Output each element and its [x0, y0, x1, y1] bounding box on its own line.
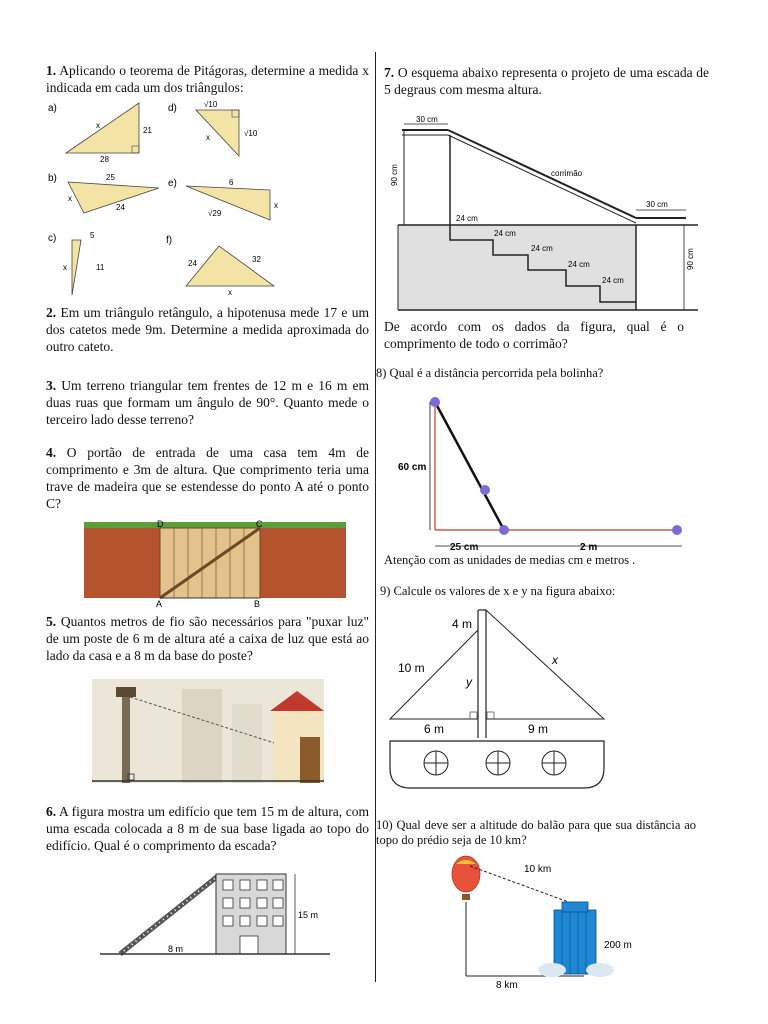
label-a: a): [48, 103, 57, 114]
question-1: [46, 62, 369, 96]
question-6: [46, 803, 369, 854]
svg-text:9 m: 9 m: [528, 722, 549, 736]
question-9: 9) Calcule os valores de x e y na figura abaixo:: [380, 584, 616, 598]
svg-text:√10: √10: [204, 100, 218, 109]
staircase-figure: [388, 110, 700, 320]
triangle-a: [48, 103, 152, 164]
svg-text:24 cm: 24 cm: [531, 244, 553, 253]
sailboat-figure: [388, 608, 608, 798]
svg-text:x: x: [274, 201, 278, 210]
triangle-e: [168, 178, 278, 220]
svg-text:4 m: 4 m: [452, 617, 473, 631]
svg-text:60 cm: 60 cm: [398, 462, 427, 473]
gate-figure: [84, 516, 346, 608]
triangle-f: [166, 235, 274, 297]
question-8: 8) Qual é a distância percorrida pela bolinha?: [376, 366, 604, 380]
svg-text:30 cm: 30 cm: [416, 115, 438, 124]
question-text: O portão de entrada de uma casa tem 4m de comprimento e 3m de altura. Que comprimento teria uma trave de madeira que se estendesse do ponto A até o ponto C?: [46, 445, 369, 511]
svg-text:200 m: 200 m: [604, 940, 632, 951]
svg-text:x: x: [552, 653, 558, 667]
svg-text:2 m: 2 m: [580, 542, 598, 553]
triangle-d: [168, 100, 258, 156]
ball-path-figure: [392, 392, 692, 552]
svg-text:15 m: 15 m: [298, 910, 319, 920]
question-number: 1.: [46, 63, 57, 78]
building-ladder-figure: [100, 868, 330, 960]
svg-text:24: 24: [116, 203, 125, 212]
svg-text:x: x: [206, 133, 210, 142]
svg-text:x: x: [228, 288, 232, 297]
question-text: Em um triângulo retângulo, a hipotenusa mede 17 e um dos catetos mede 9m. Determine a medida aproximada do outro cateto.: [46, 305, 370, 354]
question-text: Quantos metros de fio são necessários para "puxar luz" de um poste de 6 m de altura até a caixa de luz que está ao lado da casa e a 8 m da base do poste?: [46, 614, 369, 663]
svg-text:11: 11: [96, 263, 105, 272]
question-7: [384, 64, 709, 98]
svg-text:25 cm: 25 cm: [450, 542, 479, 553]
question-7-prompt: De acordo com os dados da figura, qual é o comprimento de todo o corrimão?: [384, 319, 684, 351]
question-number: 5.: [46, 614, 57, 629]
svg-text:x: x: [96, 121, 100, 130]
triangle-c: [48, 231, 105, 295]
question-4: [46, 444, 369, 512]
label-d: d): [168, 103, 177, 114]
svg-text:8 m: 8 m: [168, 944, 184, 954]
balloon-building-figure: [444, 852, 632, 992]
svg-text:28: 28: [100, 155, 109, 164]
svg-text:24 cm: 24 cm: [602, 276, 624, 285]
question-number: 3.: [46, 378, 57, 393]
question-8-note: Atenção com as unidades de medias cm e metros .: [384, 553, 636, 567]
svg-text:6: 6: [229, 178, 234, 187]
svg-text:24 cm: 24 cm: [456, 214, 478, 223]
svg-text:90 cm: 90 cm: [686, 248, 695, 270]
question-text: Um terreno triangular tem frentes de 12 m e 16 m em duas ruas que formam um ângulo de 90°. Quanto mede o terceiro lado desse terreno?: [46, 378, 370, 427]
svg-text:10 m: 10 m: [398, 661, 425, 675]
question-text: O esquema abaixo representa o projeto de uma escada de 5 degraus com mesma altura.: [384, 65, 710, 97]
svg-text:24 cm: 24 cm: [568, 260, 590, 269]
question-10: 10) Qual deve ser a altitude do balão para que sua distância ao topo do prédio seja de 10 km?: [376, 818, 696, 847]
svg-text:6 m: 6 m: [424, 722, 445, 736]
svg-text:C: C: [256, 519, 263, 529]
question-5: [46, 613, 369, 664]
question-text: Aplicando o teorema de Pitágoras, determine a medida x indicada em cada um dos triângulos:: [46, 63, 369, 95]
svg-text:√10: √10: [244, 129, 258, 138]
svg-text:x: x: [63, 263, 67, 272]
question-number: 4.: [46, 445, 57, 460]
svg-text:5: 5: [90, 231, 95, 240]
svg-text:x: x: [68, 194, 72, 203]
svg-text:y: y: [466, 675, 472, 689]
label-f: f): [166, 235, 173, 246]
svg-text:24 cm: 24 cm: [494, 229, 516, 238]
question-text: A figura mostra um edifício que tem 15 m de altura, com uma escada colocada a 8 m de sua base ligada ao topo do edifício. Qual é o comprimento da escada?: [46, 804, 369, 853]
svg-text:10 km: 10 km: [524, 864, 552, 875]
svg-text:90 cm: 90 cm: [390, 164, 399, 186]
question-3: [46, 377, 369, 428]
question-2: [46, 304, 369, 355]
svg-text:24: 24: [188, 259, 197, 268]
pole-house-figure: [92, 679, 324, 783]
q1-triangles-figure: [46, 98, 286, 298]
svg-text:corrimão: corrimão: [551, 169, 583, 178]
svg-text:32: 32: [252, 255, 261, 264]
question-number: 2.: [46, 305, 57, 320]
label-e: e): [168, 178, 177, 189]
label-c: c): [48, 233, 57, 244]
svg-text:√29: √29: [208, 209, 222, 218]
svg-text:D: D: [157, 519, 164, 529]
question-number: 7.: [384, 65, 395, 80]
svg-text:30 cm: 30 cm: [646, 200, 668, 209]
svg-text:25: 25: [106, 173, 115, 182]
svg-text:8 km: 8 km: [496, 980, 518, 991]
svg-text:B: B: [254, 599, 261, 609]
triangle-b: [48, 173, 159, 213]
svg-text:A: A: [156, 599, 163, 609]
label-b: b): [48, 173, 57, 184]
svg-text:21: 21: [143, 126, 152, 135]
question-number: 6.: [46, 804, 57, 819]
